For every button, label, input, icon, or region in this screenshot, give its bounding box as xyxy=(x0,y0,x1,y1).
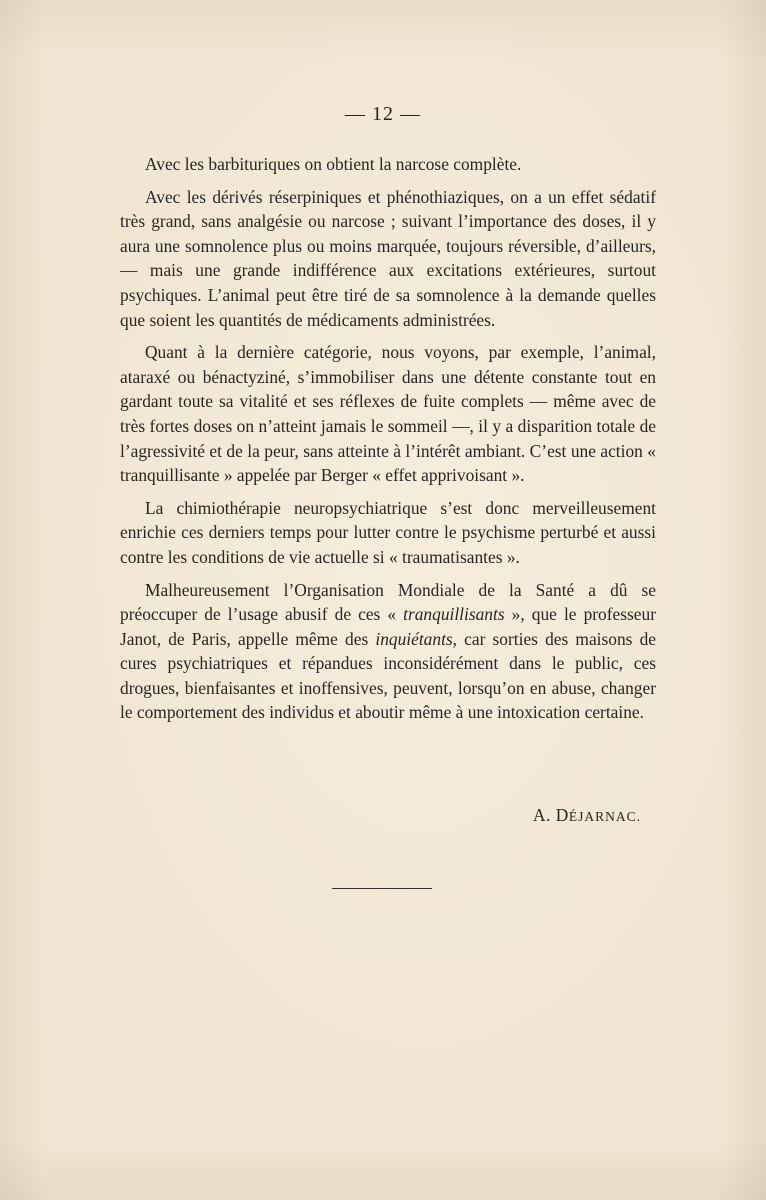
paragraph-5-text: Malheureusement l’Organisation Mondiale de la Santé a dû se préoccuper de l’usage abusif de ces « xyxy=(120,579,656,625)
author-signature xyxy=(533,805,641,826)
paragraph-3: Quant à la dernière catégorie, nous voyons, par exemple, l’animal, ataraxé ou bénactyziné, s’immobiliser dans une détente constante tout en gardant toute sa vitalité et ses réflexes de fuite complets — même avec de très fortes doses on n’atteint jamais le sommeil —, il y a disparition totale de l’agressivité et de la peur, sans atteinte à l’intérêt ambiant. C’est une action « tranquillisante » appelée par Berger « effet apprivoisant ». xyxy=(120,342,656,486)
paragraph-4: La chimiothérapie neuropsychiatrique s’est donc merveilleusement enrichie ces derniers temps pour lutter contre le psychisme perturbé et aussi contre les conditions de vie actuelle si « traumatisantes ». xyxy=(120,497,656,567)
paragraph-1: Avec les barbituriques on obtient la narcose complète. xyxy=(145,154,522,174)
paragraph-5-text: », que le professeur Janot, de Paris, appelle même des xyxy=(120,604,656,649)
signature-name-small-caps: ÉJARNAC. xyxy=(568,809,641,824)
signature-name-capital: D xyxy=(555,805,569,825)
paragraph-5-text: , car sorties des maisons de cures psychiatriques et répandues inconsidérément dans le public, ces drogues, bienfaisantes et inoffensives, peuvent, lorsqu’on en abuse, changer le comportement des individus et aboutir même à une intoxication certaine. xyxy=(120,628,656,723)
paragraph-5 xyxy=(120,578,656,726)
emphasis-inquietants: inquiétants xyxy=(375,628,453,649)
page-number: — 12 — xyxy=(345,103,421,125)
end-divider xyxy=(332,888,432,889)
emphasis-tranquillisants: tranquillisants xyxy=(403,604,505,625)
signature-initial: A. xyxy=(533,805,551,825)
body-text xyxy=(120,152,656,733)
paragraph-2: Avec les dérivés réserpiniques et phénothiaziques, on a un effet sédatif très grand, sans analgésie ou narcose ; suivant l’importance des doses, il y aura une somnolence plus ou moins marquée, toujours réversible, d’ailleurs, — mais une grande indifférence aux excitations extérieures, surtout psychiques. L’animal peut être tiré de sa somnolence à la demande quelles que soient les quantités de médicaments administrées. xyxy=(120,186,656,330)
